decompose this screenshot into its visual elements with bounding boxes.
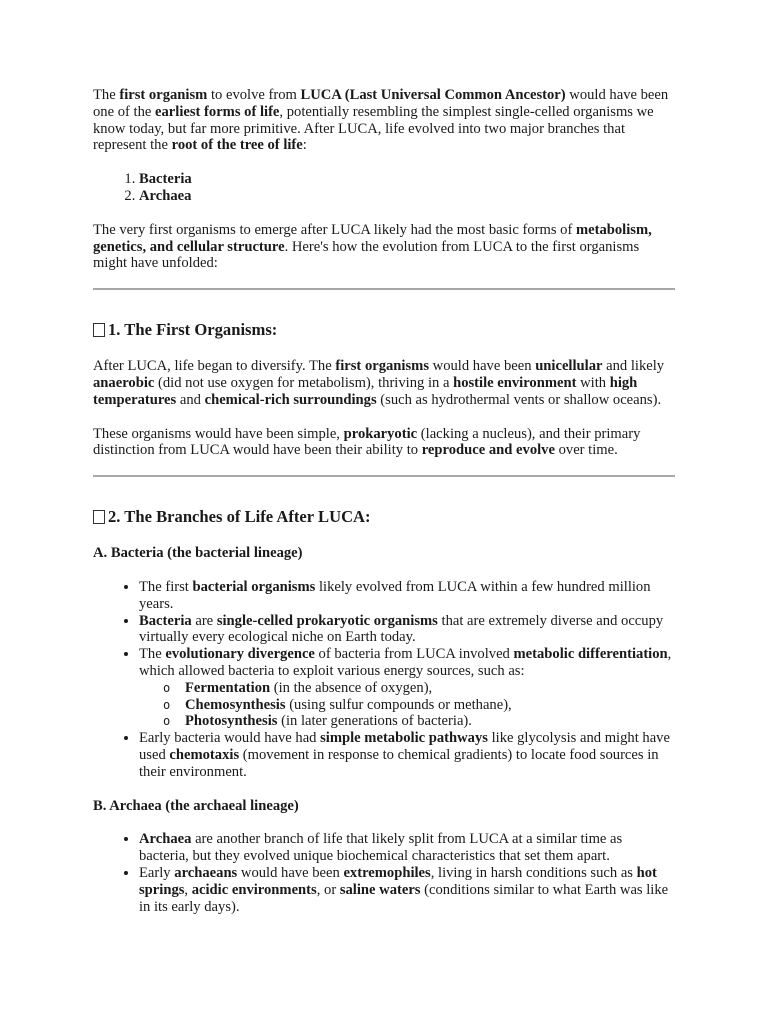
list-item [139,831,675,865]
text: The very first organisms to emerge after LUCA likely had the most basic forms of [93,221,576,238]
list-item [139,613,675,647]
horizontal-rule [93,475,675,477]
text: After LUCA, life began to diversify. The [93,358,336,375]
bold-text: evolutionary divergence [165,646,315,663]
text: (in the absence of oxygen), [270,679,433,696]
list-item [139,646,675,730]
text: would have been [429,358,536,375]
bacteria-list [93,579,675,781]
bold-text: chemical-rich surroundings [204,391,377,408]
bold-text: high temperatures [93,374,638,408]
text: (using sulfur compounds or methane), [285,696,512,713]
text: These organisms would have been simple, [93,425,344,442]
text: over time. [554,442,618,459]
list-item [139,730,675,780]
heading-text: 1. The First Organisms: [108,320,278,340]
section-heading [93,320,675,339]
bold-text: archaeans [174,864,238,881]
bold-text: prokaryotic [343,425,418,442]
text: would have been one of the [93,87,669,120]
subsection-heading: B. Archaea (the archaeal lineage) [93,797,299,814]
list-item [185,697,675,714]
list-item [185,713,675,730]
bold-text: hot springs [139,864,657,898]
text: are another branch of life that likely split from LUCA at a similar time as bacteria, but they evolved unique biochemical characteristics that set them apart. [139,831,623,865]
bold-text: simple metabolic pathways [320,730,488,747]
text: The [93,87,120,103]
bold-text: bacterial organisms [192,578,316,595]
text: are [191,612,217,629]
missing-glyph-icon [93,510,105,524]
text: of bacteria from LUCA involved [314,646,514,663]
text: (did not use oxygen for metabolism), thriving in a [154,374,454,391]
text: (conditions similar to what Earth was like in its early days). [139,881,669,915]
text: and [176,391,205,408]
text: The [139,646,166,663]
bold-text: Bacteria [139,171,192,188]
list-item [139,188,675,205]
bold-text: Fermentation [185,679,271,696]
text: , or [316,881,340,898]
text: (in later generations of bacteria). [277,713,472,730]
list-item [139,865,675,915]
section-heading [93,507,675,526]
bold-text: earliest forms of life [155,103,280,120]
bold-text: unicellular [535,358,603,375]
text: and likely [602,358,665,375]
bold-text: acidic environments [191,881,317,898]
bold-text: single-celled prokaryotic organisms [216,612,438,629]
text: The first [139,578,193,595]
list-item [185,680,675,697]
text: Early [139,864,175,881]
bold-text: chemotaxis [169,746,240,763]
bold-text: Archaea [139,187,192,204]
bold-text: hostile environment [453,374,577,391]
bold-text: LUCA (Last Universal Common Ancestor) [300,87,566,103]
paragraph [93,358,675,408]
missing-glyph-icon [93,323,105,337]
text: . Here's how the evolution from LUCA to the first organisms might have unfolded: [93,238,640,272]
text: , living in harsh conditions such as [430,864,637,881]
energy-sources-list [139,680,675,730]
bold-text: Photosynthesis [185,713,278,730]
bold-text: saline waters [339,881,421,898]
text: that are extremely diverse and occupy virtually every ecological niche on Earth today. [139,612,664,646]
intro-paragraph [93,87,675,154]
intro-paragraph-2 [93,222,675,272]
text: would have been [237,864,344,881]
bold-text: anaerobic [93,374,155,391]
text: like glycolysis and might have used [139,730,670,763]
list-item [139,579,675,613]
bold-text: first organisms [335,358,429,375]
heading-text: 2. The Branches of Life After LUCA: [108,507,371,527]
bold-text: root of the tree of life [171,137,303,154]
paragraph [93,426,675,460]
text: Early bacteria would have had [139,730,321,747]
archaea-list [93,831,675,915]
bold-text: Bacteria [139,612,192,629]
horizontal-rule [93,288,675,290]
bold-text: first organism [119,87,208,103]
text: : [302,137,307,154]
text: (movement in response to chemical gradients) to locate food sources in their environment. [139,746,659,780]
text: to evolve from [207,87,301,103]
text: , potentially resembling the simplest single-celled organisms we know today, but far more primitive. After LUCA, life evolved into two major branches that represent the [93,103,654,154]
text: , [184,881,192,898]
list-item [139,171,675,188]
text: , which allowed bacteria to exploit various energy sources, such as: [139,646,672,679]
text: (lacking a nucleus), and their primary distinction from LUCA would have been their ability to [93,425,641,459]
bold-text: metabolic differentiation [513,646,668,663]
subsection-heading: A. Bacteria (the bacterial lineage) [93,545,303,562]
bold-text: extremophiles [343,864,431,881]
text: (such as hydrothermal vents or shallow oceans). [376,391,662,408]
text: with [576,374,610,391]
bold-text: metabolism, genetics, and cellular structure [93,221,652,255]
bold-text: reproduce and evolve [421,442,555,459]
branches-list [93,171,675,205]
text: likely evolved from LUCA within a few hundred million years. [139,578,651,612]
bold-text: Chemosynthesis [185,696,286,713]
bold-text: Archaea [139,831,192,848]
